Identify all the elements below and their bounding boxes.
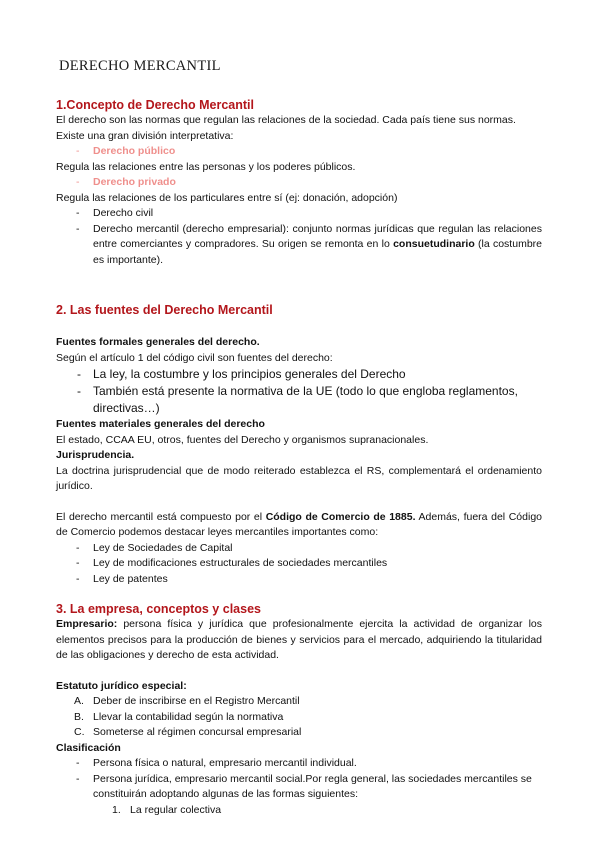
mercantil-text: Derecho mercantil (derecho empresarial): conjunto normas jurídicas que regulan las relaciones entre comerciantes y compradores. Su origen se remonta en lo — [93, 222, 542, 250]
list-item — [56, 725, 542, 741]
s1-privado-list — [56, 175, 542, 191]
s2-leyes-list — [56, 541, 542, 588]
section-1-heading: 1.Concepto de Derecho Mercantil — [56, 98, 254, 112]
list-item: - Ley de Sociedades de Capital — [56, 541, 542, 557]
list-marker: B. — [74, 710, 84, 723]
empresario-text: persona física y jurídica que profesionalmente ejercita la actividad de organizar los elementos precisos para la producción de bienes y servicios para el mercado, adquiriendo la titularidad de las obligaciones y derecho de esta actividad. — [56, 618, 542, 661]
codigo-year-text: 1885. — [389, 510, 416, 523]
list-item — [56, 206, 542, 222]
list-item — [56, 694, 542, 710]
s2-formales-list — [56, 366, 542, 417]
list-item: - También está presente la normativa de la UE (todo lo que engloba reglamentos, directivas…) — [56, 383, 542, 417]
document-page — [56, 58, 542, 818]
s1-publico-list — [56, 144, 542, 160]
derecho-publico-label: Derecho público — [93, 145, 176, 157]
codigo-de-text: de — [369, 510, 390, 523]
list-item: - Ley de patentes — [56, 572, 542, 588]
s2-codigo-paragraph — [56, 510, 542, 541]
mercantil-text-end: (la costumbre es importante). — [93, 238, 542, 266]
derecho-civil-text: Derecho civil — [93, 207, 154, 219]
list-text: Llevar la contabilidad según la normativa — [93, 710, 284, 723]
s2-materiales-text: El estado, CCAA EU, otros, fuentes del Derecho y organismos supranacionales. — [56, 433, 429, 446]
list-text: Deber de inscribirse en el Registro Mercantil — [93, 695, 300, 707]
s2-juris-heading: Jurisprudencia. — [56, 449, 135, 461]
document-title: DERECHO MERCANTIL — [59, 58, 221, 74]
codigo-text: El derecho mercantil está compuesto por el — [56, 510, 266, 523]
list-item — [56, 803, 542, 819]
codigo-comercio-text: Código de Comercio — [265, 510, 370, 523]
list-item: - Ley de modificaciones estructurales de sociedades mercantiles — [56, 556, 542, 572]
s2-formales-intro: Según el artículo 1 del código civil son fuentes del derecho: — [56, 351, 333, 364]
s1-publico-desc: Regula las relaciones entre las personas y los poderes públicos. — [56, 160, 356, 173]
derecho-privado-label: Derecho privado — [93, 176, 176, 188]
s3-empresario-paragraph — [56, 617, 542, 664]
list-text: Someterse al régimen concursal empresarial — [93, 726, 302, 738]
s1-intro: El derecho son las normas que regulan las relaciones de la sociedad. Cada país tiene sus normas. Existe una gran división interpretativa: — [56, 114, 516, 142]
list-item — [56, 175, 542, 191]
list-item — [56, 144, 542, 160]
codigo-text-end: Además, fuera del Código de Comercio podemos destacar leyes mercantiles importantes como: — [56, 510, 542, 538]
s3-formas-list — [56, 803, 542, 819]
s2-formales-heading: Fuentes formales generales del derecho. — [56, 336, 260, 348]
list-item: - La ley, la costumbre y los principios generales del Derecho — [56, 366, 542, 383]
section-3-heading: 3. La empresa, conceptos y clases — [56, 602, 261, 616]
s3-estatuto-list — [56, 694, 542, 741]
list-item: - Persona física o natural, empresario mercantil individual. — [56, 756, 542, 772]
list-marker: C. — [74, 726, 85, 738]
list-item — [56, 222, 542, 269]
s1-ramas-list — [56, 206, 542, 268]
s3-clasif-heading: Clasificación — [56, 741, 121, 754]
list-marker: 1. — [112, 803, 121, 816]
s3-clasif-list — [56, 756, 542, 803]
list-item — [56, 710, 542, 726]
empresario-label: Empresario: — [56, 618, 118, 630]
s2-materiales-heading: Fuentes materiales generales del derecho — [56, 418, 265, 430]
section-2-heading: 2. Las fuentes del Derecho Mercantil — [56, 303, 273, 317]
list-marker: A. — [74, 695, 84, 707]
s1-privado-desc: Regula las relaciones de los particulares entre sí (ej: donación, adopción) — [56, 191, 398, 204]
consuetudinario-text: consuetudinario — [393, 238, 475, 250]
s2-juris-text: La doctrina jurisprudencial que de modo reiterado establezca el RS, complementará el ordenamiento jurídico. — [56, 464, 542, 492]
list-text: La regular colectiva — [130, 803, 222, 816]
s3-estatuto-heading: Estatuto jurídico especial: — [56, 679, 187, 692]
list-item: - Persona jurídica, empresario mercantil social.Por regla general, las sociedades mercantiles se constituirán adoptando algunas de las formas siguientes: — [56, 772, 542, 803]
